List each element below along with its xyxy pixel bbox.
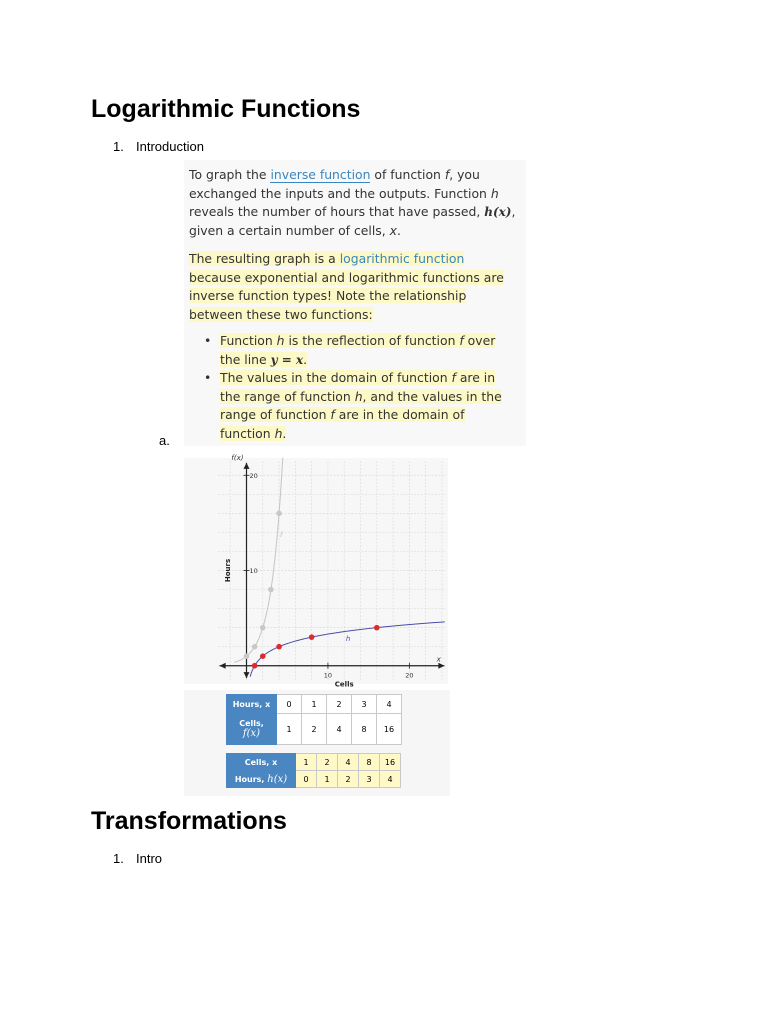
list-item-intro: Intro bbox=[136, 851, 163, 866]
x-tick-label: 10 bbox=[323, 671, 333, 680]
excerpt-image bbox=[184, 160, 526, 446]
series-h-point bbox=[309, 634, 315, 640]
f-table-row1-label: Hours, x bbox=[227, 695, 277, 714]
excerpt-paragraph-2: The resulting graph is a logarithmic function because exponential and logarithmic functions are inverse function types! Note the relationship between these two functions: bbox=[189, 251, 504, 322]
excerpt-bullet-list bbox=[204, 332, 504, 444]
y-tick-label: 10 bbox=[249, 567, 258, 575]
series-f-line bbox=[234, 458, 282, 663]
list-item-number: 1. bbox=[113, 139, 124, 154]
heading-transformations: Transformations bbox=[91, 807, 287, 835]
table-cell: 1 bbox=[302, 695, 327, 714]
table-cell: 2 bbox=[338, 771, 359, 788]
table-cell: 0 bbox=[277, 695, 302, 714]
table-cell: 1 bbox=[277, 714, 302, 745]
table-cell: 4 bbox=[380, 771, 401, 788]
series-f-point bbox=[252, 644, 258, 650]
tables-image bbox=[184, 690, 450, 796]
table-cell: 8 bbox=[359, 754, 380, 771]
y-axis-name: f(x) bbox=[231, 454, 244, 463]
y-axis-arrow-down bbox=[244, 672, 250, 678]
y-axis-label: Hours bbox=[224, 558, 233, 583]
x-axis-name: x bbox=[436, 655, 441, 664]
series-h-point bbox=[374, 625, 380, 631]
table-cell: 2 bbox=[302, 714, 327, 745]
h-table-row1-label: Cells, x bbox=[227, 754, 296, 771]
series-h-point bbox=[276, 644, 282, 650]
f-table-row2-label: Cells, f(x) bbox=[227, 714, 277, 745]
y-axis-arrow-up bbox=[244, 463, 250, 469]
table-cell: 3 bbox=[352, 695, 377, 714]
series-f-point bbox=[260, 625, 266, 631]
series-h-point bbox=[252, 663, 258, 669]
series-f-label: f bbox=[279, 531, 283, 540]
bullet-domain-range: • The values in the domain of function f are in the range of function h, and the values in the range of function f are in the domain of function h. bbox=[204, 369, 504, 443]
table-cell: 4 bbox=[327, 714, 352, 745]
series-f-point bbox=[268, 587, 274, 593]
x-axis-label: Cells bbox=[334, 680, 354, 689]
series-h-label: h bbox=[345, 634, 351, 643]
table-cell: 2 bbox=[327, 695, 352, 714]
table-cell: 0 bbox=[296, 771, 317, 788]
excerpt-paragraph-1: To graph the inverse function of function f, you exchanged the inputs and the outputs. Function h reveals the number of hours that have passed, h(x), given a certain number of cells, x. bbox=[189, 167, 516, 238]
y-tick-label: 20 bbox=[249, 471, 258, 480]
table-cell: 4 bbox=[377, 695, 402, 714]
h-table-row2-label: Hours, h(x) bbox=[227, 771, 296, 788]
table-cell: 16 bbox=[377, 714, 402, 745]
series-h-point bbox=[260, 653, 266, 659]
series-f-point bbox=[276, 511, 282, 517]
inverse-function-link[interactable]: inverse function bbox=[270, 167, 371, 182]
heading-logarithmic-functions: Logarithmic Functions bbox=[91, 95, 361, 123]
table-cell: 3 bbox=[359, 771, 380, 788]
table-cell: 4 bbox=[338, 754, 359, 771]
table-cell: 8 bbox=[352, 714, 377, 745]
x-tick-label: 20 bbox=[405, 671, 414, 680]
sub-list-letter: a. bbox=[159, 433, 170, 448]
log-exp-chart bbox=[184, 454, 448, 689]
series-f-point bbox=[244, 653, 250, 659]
table-cell: 1 bbox=[317, 771, 338, 788]
h-values-table bbox=[226, 753, 401, 788]
f-values-table bbox=[226, 694, 402, 745]
list-item-number: 1. bbox=[113, 851, 124, 866]
graph-image bbox=[184, 454, 448, 689]
list-item-introduction: Introduction bbox=[136, 139, 204, 154]
bullet-reflection: • Function h is the reflection of function f over the line y = x. bbox=[204, 332, 504, 369]
logarithmic-function-link[interactable]: logarithmic function bbox=[339, 251, 465, 266]
table-cell: 1 bbox=[296, 754, 317, 771]
table-cell: 2 bbox=[317, 754, 338, 771]
x-axis-arrow-left bbox=[220, 663, 226, 669]
table-cell: 16 bbox=[380, 754, 401, 771]
